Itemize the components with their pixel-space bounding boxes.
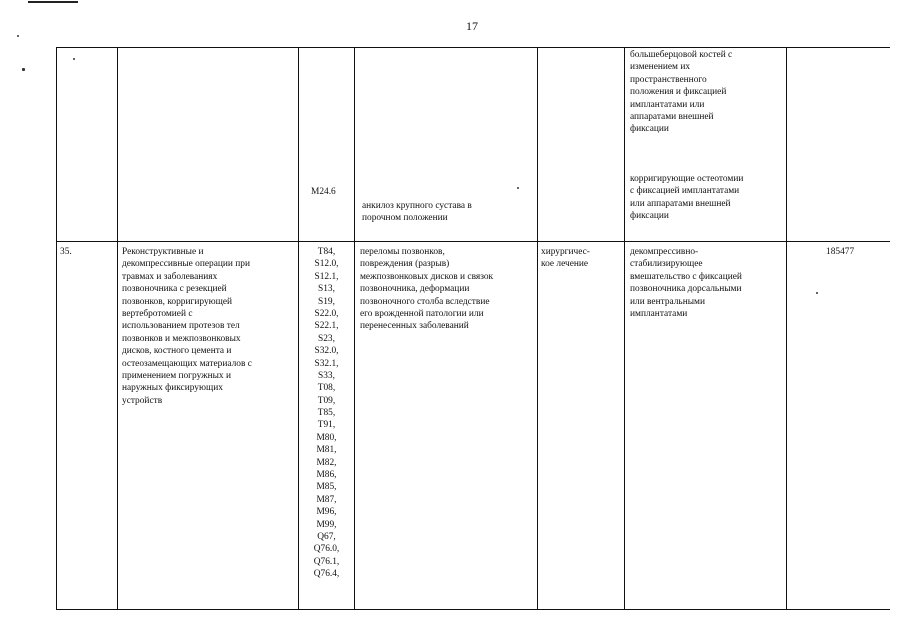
table-top-border (56, 47, 890, 48)
row-number: 35. (60, 247, 72, 257)
text-line: наружных фиксирующих (122, 383, 223, 394)
text-line: порочном положении (362, 213, 448, 224)
text-line: перенесенных заболеваний (360, 321, 469, 332)
text-line: применением погружных и (122, 371, 231, 382)
scan-dot (22, 68, 25, 71)
code-line: S32.1, (314, 358, 339, 369)
patient-model-ankylosis (362, 200, 472, 225)
code-line: Q76.1, (313, 556, 340, 567)
scan-dot (517, 187, 519, 189)
text-line: большеберцовой костей с (630, 50, 733, 60)
text-line: устройств (122, 395, 163, 406)
text-line: переломы позвонков, (360, 247, 445, 257)
column-divider (354, 47, 355, 610)
text-line: травмах и заболеваниях (122, 271, 218, 282)
text-line: позвоночника, деформации (360, 284, 470, 295)
treatment-type (541, 246, 590, 271)
text-line: декомпрессивно- (630, 247, 699, 257)
code-line: Q76.0, (313, 544, 340, 555)
code-line: S23, (318, 333, 335, 344)
text-line: стабилизирующее (630, 259, 703, 270)
patient-model (360, 246, 493, 333)
table-bottom-border (56, 609, 890, 610)
code-line: M80, (316, 432, 337, 443)
code-line: M87, (316, 494, 337, 505)
text-line: или вентральными (630, 296, 705, 307)
code-line: M96, (316, 507, 337, 518)
code-line: T09, (317, 395, 336, 406)
scan-dot (17, 35, 19, 37)
text-line: вмешательство с фиксацией (630, 271, 742, 282)
text-line: имплантатами (630, 309, 688, 320)
row-divider (56, 241, 890, 242)
text-line: имплантатами или (630, 99, 705, 110)
code-line: M81, (316, 445, 337, 456)
treatment-method (630, 246, 742, 320)
text-line: вертебротомией с (122, 309, 193, 320)
column-divider (786, 47, 787, 610)
text-line: анкилоз крупного сустава в (362, 201, 472, 211)
scan-mark (28, 1, 78, 3)
page-number: 17 (466, 19, 478, 33)
text-line: повреждения (разрыв) (360, 259, 450, 270)
code-line: T08, (317, 383, 336, 394)
text-line: декомпрессивные операции при (122, 259, 250, 270)
text-line: пространственного (630, 74, 707, 85)
text-line: дисков, костного цемента и (122, 346, 232, 357)
text-line: с фиксацией имплантатами (630, 186, 740, 197)
text-line: позвоночника с резекцией (122, 284, 227, 295)
code-line: T91, (317, 420, 336, 431)
text-line: изменением их (630, 62, 691, 73)
text-line: фиксации (630, 124, 669, 135)
diagnosis-codes (299, 246, 354, 581)
scan-dot (73, 58, 75, 60)
code-line: T85, (317, 408, 336, 419)
code-line: Q76.4, (313, 569, 340, 580)
text-line: остеозамещающих материалов с (122, 358, 252, 369)
text-line: кое лечение (541, 259, 589, 270)
code-line: S22.0, (314, 308, 339, 319)
code-line: S19, (318, 296, 335, 307)
text-line: аппаратами внешней (630, 112, 714, 123)
text-line: позвоночника дорсальными (630, 284, 742, 295)
text-line: межпозвонковых дисков и связок (360, 271, 494, 282)
code-line: T84, (317, 247, 336, 257)
diagnosis-code-m24-6: M24.6 (311, 187, 336, 197)
column-divider (537, 47, 538, 610)
column-divider (624, 47, 625, 610)
text-line: Реконструктивные и (122, 247, 204, 257)
code-line: M82, (316, 457, 337, 468)
text-line: позвоночного столба вследствие (360, 296, 490, 307)
code-line: S12.0, (314, 259, 339, 270)
code-line: M99, (316, 519, 337, 530)
text-line: фиксации (630, 211, 669, 222)
text-line: использованием протезов тел (122, 321, 240, 332)
text-line: хирургичес- (541, 247, 590, 257)
text-line: корригирующие остеотомии (630, 174, 744, 184)
method-text-continued (630, 49, 732, 136)
code-line: M85, (316, 482, 337, 493)
cost-value: 185477 (826, 247, 855, 257)
method-text-osteotomy (630, 173, 743, 223)
code-line: S32.0, (314, 346, 339, 357)
code-line: Q67, (317, 531, 336, 542)
column-divider (56, 47, 57, 610)
column-divider (117, 47, 118, 610)
text-line: или аппаратами внешней (630, 198, 731, 209)
text-line: позвонков, корригирующей (122, 296, 233, 307)
text-line: позвонков и межпозвонковых (122, 333, 241, 344)
text-line: его врожденной патологии или (360, 309, 484, 320)
code-line: S12.1, (314, 271, 339, 282)
text-line: положения и фиксацией (630, 87, 727, 98)
code-line: S13, (318, 284, 335, 295)
code-line: M86, (316, 470, 337, 481)
code-line: S33, (318, 370, 335, 381)
scan-dot (816, 292, 818, 294)
code-line: S22.1, (314, 321, 339, 332)
intervention-name (122, 246, 252, 407)
